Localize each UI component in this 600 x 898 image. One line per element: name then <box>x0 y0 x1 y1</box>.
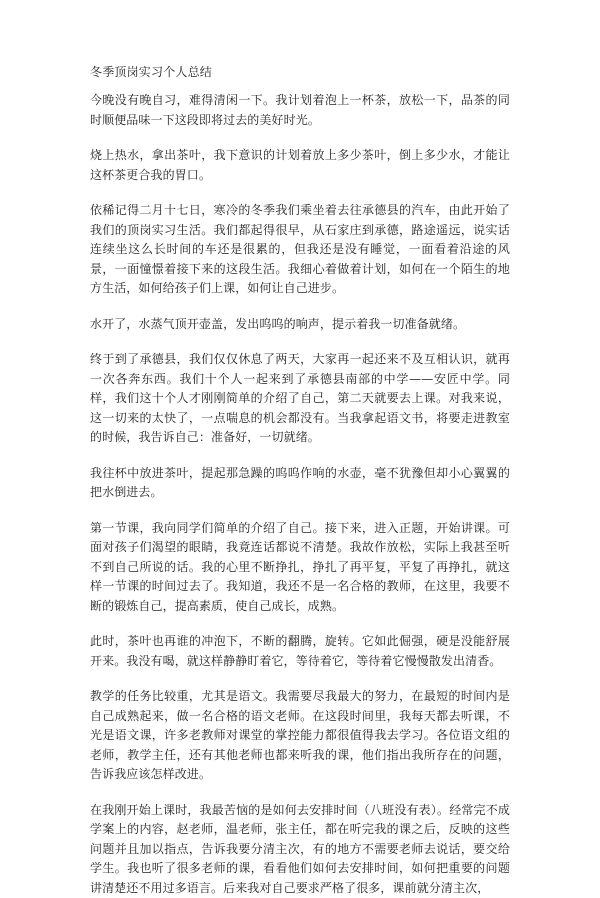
paragraph: 此时，茶叶也再谁的冲泡下，不断的翻腾，旋转。它如此倔强，硬是没能舒展开来。我没有喝，就这样静静盯着它，等待着它，等待着它慢慢散发出清香。 <box>90 632 510 671</box>
paragraph: 今晚没有晚自习，难得清闲一下。我计划着泡上一杯茶，放松一下，品茶的同时顺便品味一下这段即将过去的美好时光。 <box>90 91 510 130</box>
paragraph: 我往杯中放进茶叶，提起那急躁的呜呜作响的水壶，毫不犹豫但却小心翼翼的把水倒进去。 <box>90 464 510 503</box>
paragraph: 在我刚开始上课时，我最苦恼的是如何去安排时间（八班没有表）。经常完不成学案上的内容，赵老师，温老师，张主任，都在听完我的课之后，反映的这些问题并且加以指点，告诉我要分清主次，有的地方不需要老师去说话，要交给学生。我也听了很多老师的课，看看他们如何去安排时间，如何把重要的问题讲清楚还不用过多语言。后来我对自己要求严格了很多，课前就分清主次， <box>90 801 510 898</box>
paragraph: 终于到了承德县，我们仅仅休息了两天，大家再一起还来不及互相认识，就再一次各奔东西。我们十个人一起来到了承德县南部的中学——安匠中学。同样，我们这十个人才刚刚简单的介绍了自己，第二天就要去上课。对我来说，这一切来的太快了，一点喘息的机会都没有。当我拿起语文书，将要走进教室的时候，我告诉自己：准备好，一切就绪。 <box>90 350 510 448</box>
paragraph: 教学的任务比较重，尤其是语文。我需要尽我最大的努力，在最短的时间内是自己成熟起来，做一名合格的语文老师。在这段时间里，我每天都去听课，不光是语文课，许多老教师对课堂的掌控能力都很值得我去学习。各位语文组的老师，教学主任，还有其他老师也都来听我的课，他们指出我所存在的问题，告诉我应该怎样改进。 <box>90 687 510 785</box>
paragraph: 依稀记得二月十七日，寒冷的冬季我们乘坐着去往承德县的汽车，由此开始了我们的顶岗实习生活。我们都起得很早，从石家庄到承德，路途遥远，说实话连续坐这么长时间的车还是很累的，但我还是没有睡觉，一面看着沿途的风景，一面憧憬着接下来的这段生活。我细心着做着计划，如何在一个陌生的地方生活，如何给孩子们上课，如何让自己进步。 <box>90 201 510 299</box>
paragraph: 第一节课，我向同学们简单的介绍了自己。接下来，进入正题，开始讲课。可面对孩子们渴望的眼睛，我竟连话都说不清楚。我故作放松，实际上我甚至听不到自己所说的话。我的心里不断挣扎，挣扎了再平复，平复了再挣扎，就这样一节课的时间过去了。我知道，我还不是一名合格的教师，在这里，我要不断的锻炼自己，提高素质，使自己成长，成熟。 <box>90 519 510 617</box>
document-title: 冬季顶岗实习个人总结 <box>90 64 510 80</box>
paragraph: 烧上热水，拿出茶叶，我下意识的计划着放上多少茶叶，倒上多少水，才能让这杯茶更合我的胃口。 <box>90 146 510 185</box>
paragraph: 水开了，水蒸气顶开壶盖，发出呜呜的响声，提示着我一切准备就绪。 <box>90 315 510 335</box>
